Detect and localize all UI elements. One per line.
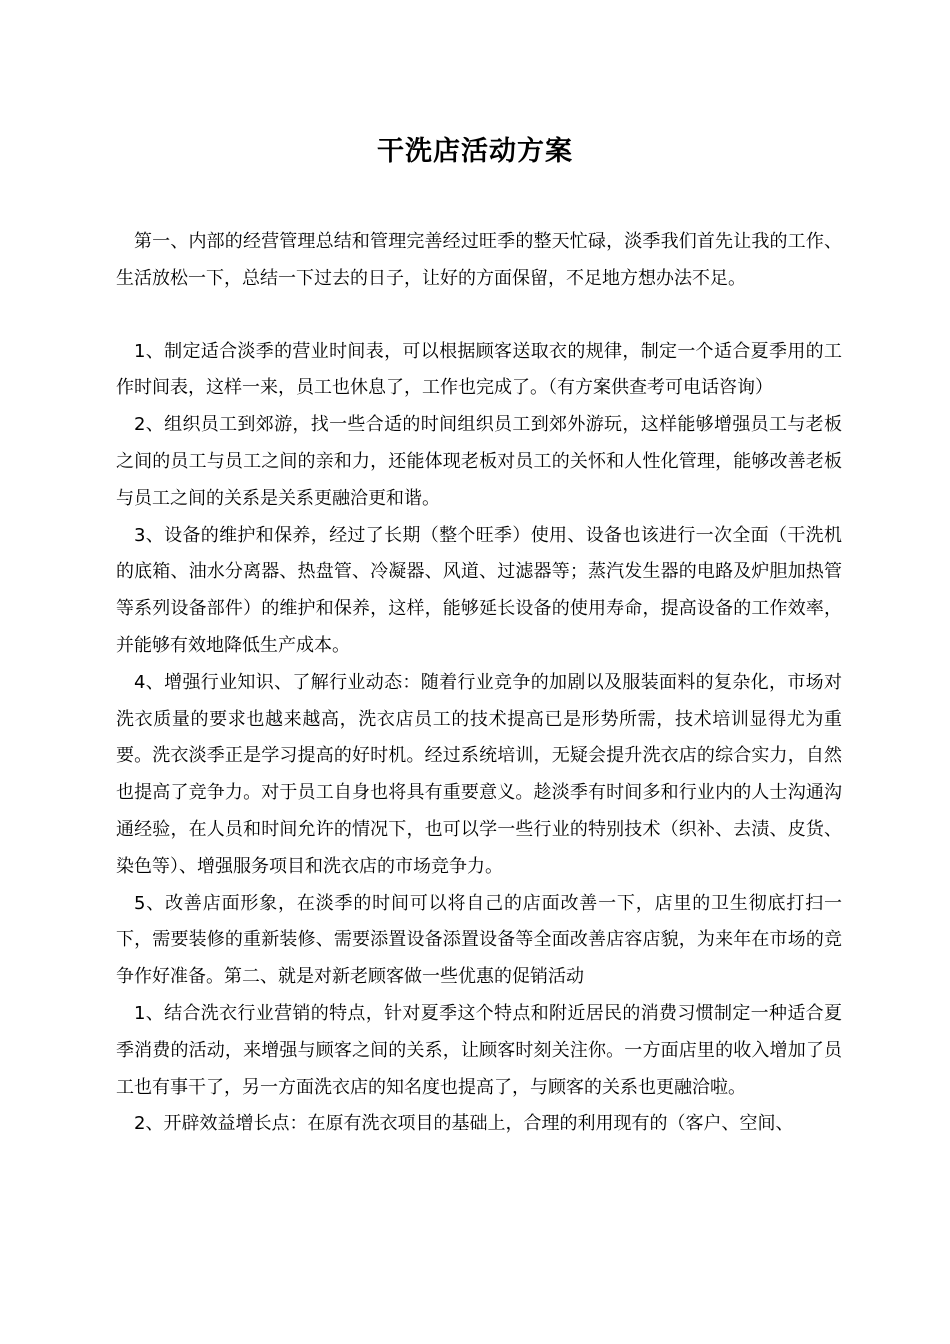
paragraph-intro: 第一、内部的经营管理总结和管理完善经过旺季的整天忙碌，淡季我们首先让我的工作、生活放松一下，总结一下过去的日子，让好的方面保留，不足地方想办法不足。 — [116, 231, 842, 289]
document-title: 干洗店活动方案 — [377, 136, 573, 167]
paragraph-item-3: 3、设备的维护和保养，经过了长期（整个旺季）使用、设备也该进行一次全面（干洗机的底箱、油水分离器、热盘管、冷凝器、风道、过滤器等；蒸汽发生器的电路及炉胆加热管等系列设备部件）的维护和保养，这样，能够延长设备的使用寿命，提高设备的工作效率，并能够有效地降低生产成本。 — [116, 524, 842, 656]
paragraph-item-2: 2、组织员工到郊游，找一些合适的时间组织员工到郊外游玩，这样能够增强员工与老板之间的员工与员工之间的亲和力，还能体现老板对员工的关怀和人性化管理，能够改善老板与员工之间的关系是关系更融洽更和谐。 — [116, 414, 842, 509]
paragraph-promo-1: 1、结合洗衣行业营销的特点，针对夏季这个特点和附近居民的消费习惯制定一种适合夏季消费的活动，来增强与顾客之间的关系，让顾客时刻关注你。一方面店里的收入增加了员工也有事干了，另一方面洗衣店的知名度也提高了，与顾客的关系也更融洽啦。 — [116, 1002, 842, 1098]
paragraph-item-5: 5、改善店面形象，在淡季的时间可以将自己的店面改善一下，店里的卫生彻底打扫一下，需要装修的重新装修、需要添置设备添置设备等全面改善店容店貌，为来年在市场的竞争作好准备。第二、就是对新老顾客做一些优惠的促销活动 — [116, 892, 842, 988]
paragraph-gap — [116, 298, 842, 334]
paragraph-item-1: 1、制定适合淡季的营业时间表，可以根据顾客送取衣的规律，制定一个适合夏季用的工作时间表，这样一来，员工也休息了，工作也完成了。（有方案供查考可电话咨询） — [116, 340, 842, 399]
paragraph-item-4: 4、增强行业知识、了解行业动态：随着行业竞争的加剧以及服装面料的复杂化，市场对洗衣质量的要求也越来越高，洗衣店员工的技术提高已是形势所需，技术培训显得尤为重要。洗衣淡季正是学习提高的好时机。经过系统培训，无疑会提升洗衣店的综合实力，自然也提高了竞争力。对于员工自身也将具有重要意义。趁淡季有时间多和行业内的人士沟通沟通经验，在人员和时间允许的情况下，也可以学一些行业的特别技术（织补、去渍、皮货、染色等）、增强服务项目和洗衣店的市场竞争力。 — [116, 671, 842, 877]
paragraph-promo-2: 2、开辟效益增长点：在原有洗衣项目的基础上，合理的利用现有的（客户、空间、 — [134, 1113, 794, 1135]
document-body — [116, 224, 842, 1143]
